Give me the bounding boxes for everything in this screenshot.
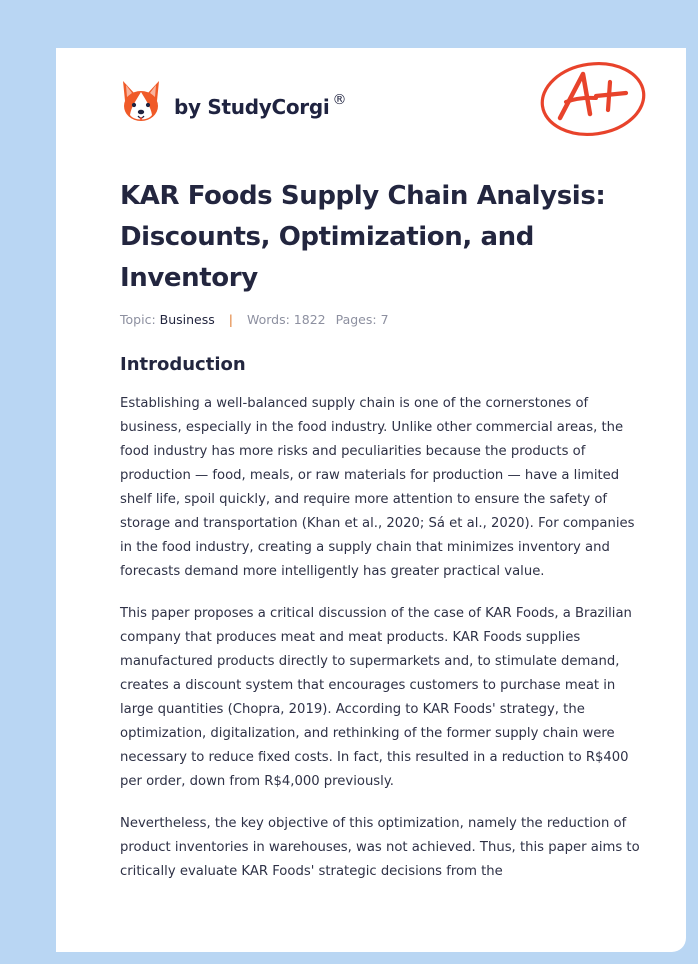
paragraph: This paper proposes a critical discussion of the case of KAR Foods, a Brazilian company that produces meat and meat products. KAR Foods supplies manufactured products directly to supermarkets and, to stimulate demand, creates a discount system that encourages customers to purchase meat in large quantities (Chopra, 2019). According to KAR Foods' strategy, the optimization, digitalization, and rethinking of the former supply chain were necessary to reduce fixed costs. In fact, this resulted in a reduction to R$400 per order, down from R$4,000 previously. (120, 606, 632, 789)
document-page (56, 48, 686, 952)
pages-label: Pages: (335, 312, 377, 327)
words-count: 1822 (293, 312, 326, 327)
paragraph: Nevertheless, the key objective of this optimization, namely the reduction of product inventories in warehouses, was not achieved. Thus, this paper aims to critically evaluate KAR Foods' strategic decisions from the (120, 816, 640, 879)
brand-name: by StudyCorgi ® (174, 92, 347, 119)
studycorgi-logo[interactable] (120, 76, 346, 128)
paragraph: Establishing a well-balanced supply chain is one of the cornerstones of business, especially in the food industry. Unlike other commercial areas, the food industry has more risks and peculiarities because the products of production — food, meals, or raw materials for production — have a limited shelf life, spoil quickly, and require more attention to ensure the safety of storage and transportation (Khan et al., 2020; Sá et al., 2020). For companies in the food industry, creating a supply chain that minimizes inventory and forecasts demand more intelligently has greater practical value. (120, 396, 635, 579)
pages-count: 7 (380, 312, 389, 327)
topic-label: Topic: (120, 312, 156, 327)
document-meta (120, 312, 389, 327)
a-plus-grade-icon (538, 60, 648, 140)
meta-separator: | (228, 312, 233, 327)
section-heading: Introduction (120, 354, 246, 375)
document-title: KAR Foods Supply Chain Analysis: Discounts, Optimization, and Inventory (120, 181, 606, 293)
document-body (120, 392, 640, 902)
words-label: Words: (246, 312, 290, 327)
topic-link[interactable]: Business (159, 312, 215, 327)
registered-mark: ® (332, 92, 347, 108)
corgi-logo-icon (120, 79, 162, 125)
